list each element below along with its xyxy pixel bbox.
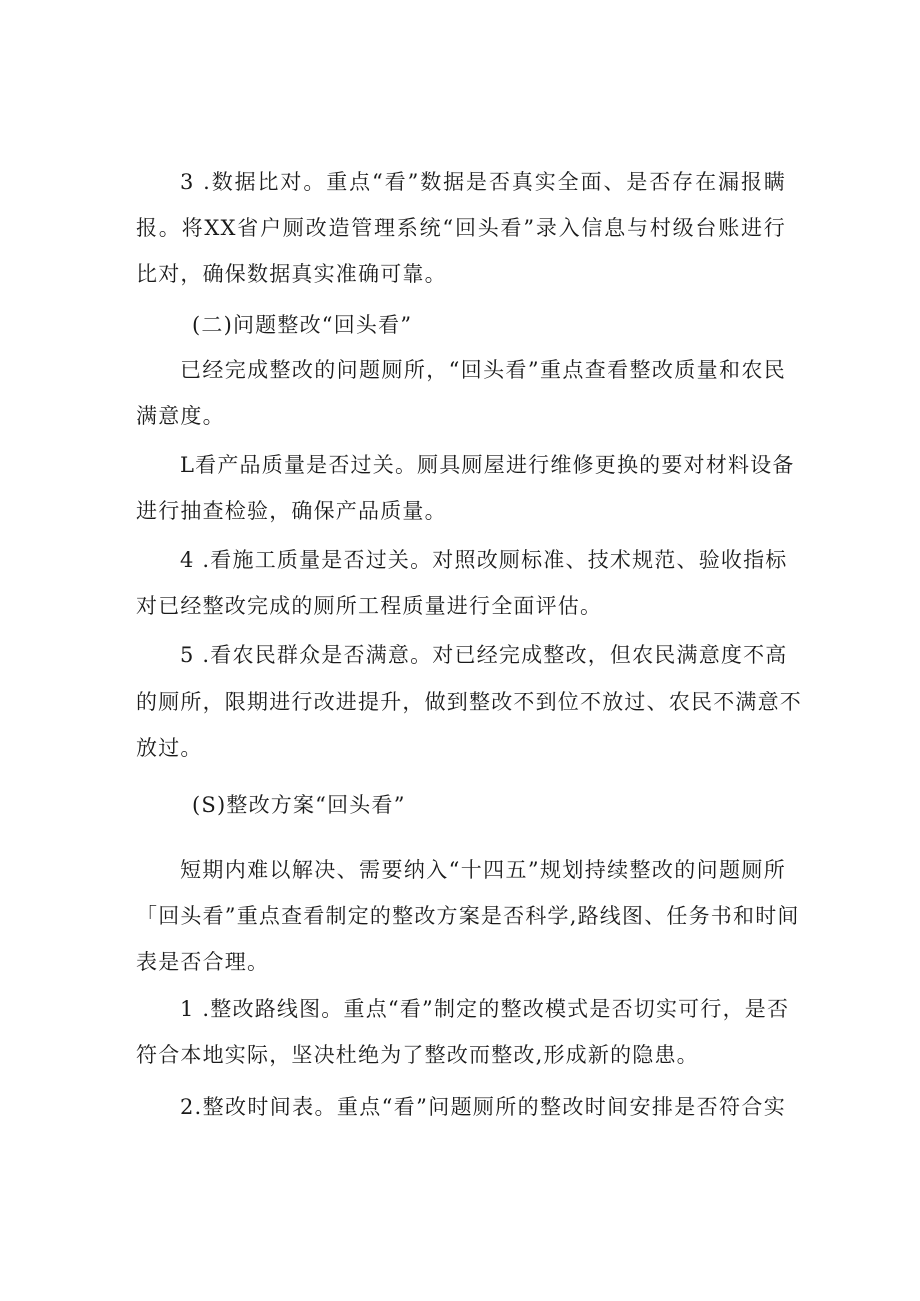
paragraph-line: 「回头看”重点查看制定的整改方案是否科学,路线图、任务书和时间 bbox=[136, 904, 800, 928]
paragraph-line: 符合本地实际，坚决杜绝为了整改而整改,形成新的隐患。 bbox=[136, 1043, 699, 1067]
paragraph-line: 对已经整改完成的厕所工程质量进行全面评估。 bbox=[136, 594, 603, 618]
paragraph-line: 放过。 bbox=[136, 736, 203, 760]
paragraph-line: 的厕所，限期进行改进提升，做到整改不到位不放过、农民不满意不 bbox=[136, 690, 802, 714]
paragraph-line: 表是否合理。 bbox=[136, 950, 270, 974]
paragraph-line: 3 .数据比对。重点“看”数据是否真实全面、是否存在漏报瞒 bbox=[180, 170, 786, 194]
paragraph-line: 短期内难以解决、需要纳入“十四五”规划持续整改的问题厕所 bbox=[180, 858, 786, 882]
paragraph-line: 4 .看施工质量是否过关。对照改厕标准、技术规范、验收指标 bbox=[180, 548, 788, 572]
paragraph-line: 比对，确保数据真实准确可靠。 bbox=[136, 262, 447, 286]
paragraph-line: 2.整改时间表。重点“看”问题厕所的整改时间安排是否符合实 bbox=[180, 1095, 786, 1119]
section-heading: (S)整改方案“回头看” bbox=[192, 793, 406, 817]
paragraph-line: 5 .看农民群众是否满意。对已经完成整改，但农民满意度不高 bbox=[180, 643, 788, 667]
paragraph-line: 报。将XX省户厕改造管理系统“回头看”录入信息与村级台账进行 bbox=[136, 216, 786, 240]
paragraph-line: 1 .整改路线图。重点“看”制定的整改模式是否切实可行，是否 bbox=[180, 997, 790, 1021]
paragraph-line: L看产品质量是否过关。厕具厕屋进行维修更换的要对材料设备 bbox=[180, 453, 795, 477]
paragraph-line: 满意度。 bbox=[136, 404, 225, 428]
paragraph-line: 已经完成整改的问题厕所，“回头看”重点查看整改质量和农民 bbox=[180, 358, 786, 382]
section-heading: (二)问题整改“回头看” bbox=[192, 313, 413, 337]
paragraph-line: 进行抽查检验，确保产品质量。 bbox=[136, 499, 447, 523]
